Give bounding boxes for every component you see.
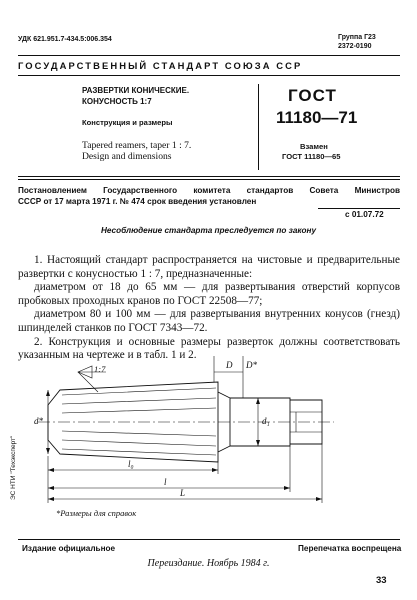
label-D-star: D* <box>246 360 257 370</box>
subtitle-ru: Конструкция и размеры <box>82 118 173 127</box>
paragraph-3: диаметром 80 и 100 мм — для развертывания внутренних конусов (гнезд) шпинделей станков по ГОСТ 7343—72. <box>18 308 400 334</box>
title-ru-line1: РАЗВЕРТКИ КОНИЧЕСКИЕ. <box>82 86 190 95</box>
title-en-line1: Tapered reamers, taper 1 : 7. <box>82 140 192 151</box>
gost-number: 11180—71 <box>276 108 358 127</box>
udk-code: УДК 621.951.7-434.5:006.354 <box>18 36 112 43</box>
flute-lines <box>62 388 216 455</box>
label-D: D <box>226 360 233 370</box>
side-note: ЭС НТИ "Техэксперт" <box>10 435 17 500</box>
footer-reprint-prohibited: Перепечатка воспрещена <box>298 544 402 553</box>
gost-label: ГОСТ <box>288 86 337 105</box>
label-l: l <box>164 477 167 487</box>
footer-rule <box>18 539 400 540</box>
replaces-label: Взамен <box>300 142 328 151</box>
footer-official-edition: Издание официальное <box>22 544 116 553</box>
label-d1: d₁ <box>262 416 270 426</box>
violation-notice: Несоблюдение стандарта преследуется по закону <box>100 226 317 235</box>
page-number: 33 <box>376 575 387 586</box>
decree-line2: СССР от 17 марта 1971 г. № 474 срок введения установлен <box>18 197 257 206</box>
paragraph-4: 2. Конструкция и основные размеры разверток должны соответствовать указанным на чертеже и в табл. 1 и 2. <box>18 335 400 362</box>
title-ru-line2: КОНУСНОСТЬ 1:7 <box>82 97 152 106</box>
paragraph-2: диаметром от 18 до 65 мм — для развертывания отверстий корпусов пробковых проходных кранов по ГОСТ 22508—77; <box>18 281 400 307</box>
paragraph-1: 1. Настоящий стандарт распространяется на чистовые и предварительные развертки с конусностью 1 : 7, предназначенные: <box>18 254 400 280</box>
taper-label: 1:7 <box>94 364 106 374</box>
drawing-footnote: *Размеры для справок <box>56 508 137 518</box>
group-code: Группа Г23 <box>338 34 376 41</box>
label-L: L <box>180 488 186 498</box>
decree-line1: Постановлением Государственного комитета стандартов Совета Министров <box>18 186 400 195</box>
replaces-value: ГОСТ 11180—65 <box>282 152 341 161</box>
label-d-star: d* <box>34 416 43 426</box>
title-en-line2: Design and dimensions <box>82 151 172 162</box>
decree-date: с 01.07.72 <box>345 210 384 219</box>
standard-banner: ГОСУДАРСТВЕННЫЙ СТАНДАРТ СОЮЗА ССР <box>18 60 303 71</box>
reprint-note: Переиздание. Ноябрь 1984 г. <box>147 558 270 569</box>
label-l0: l₀ <box>128 459 134 469</box>
okp-code: 2372-0190 <box>338 43 372 50</box>
